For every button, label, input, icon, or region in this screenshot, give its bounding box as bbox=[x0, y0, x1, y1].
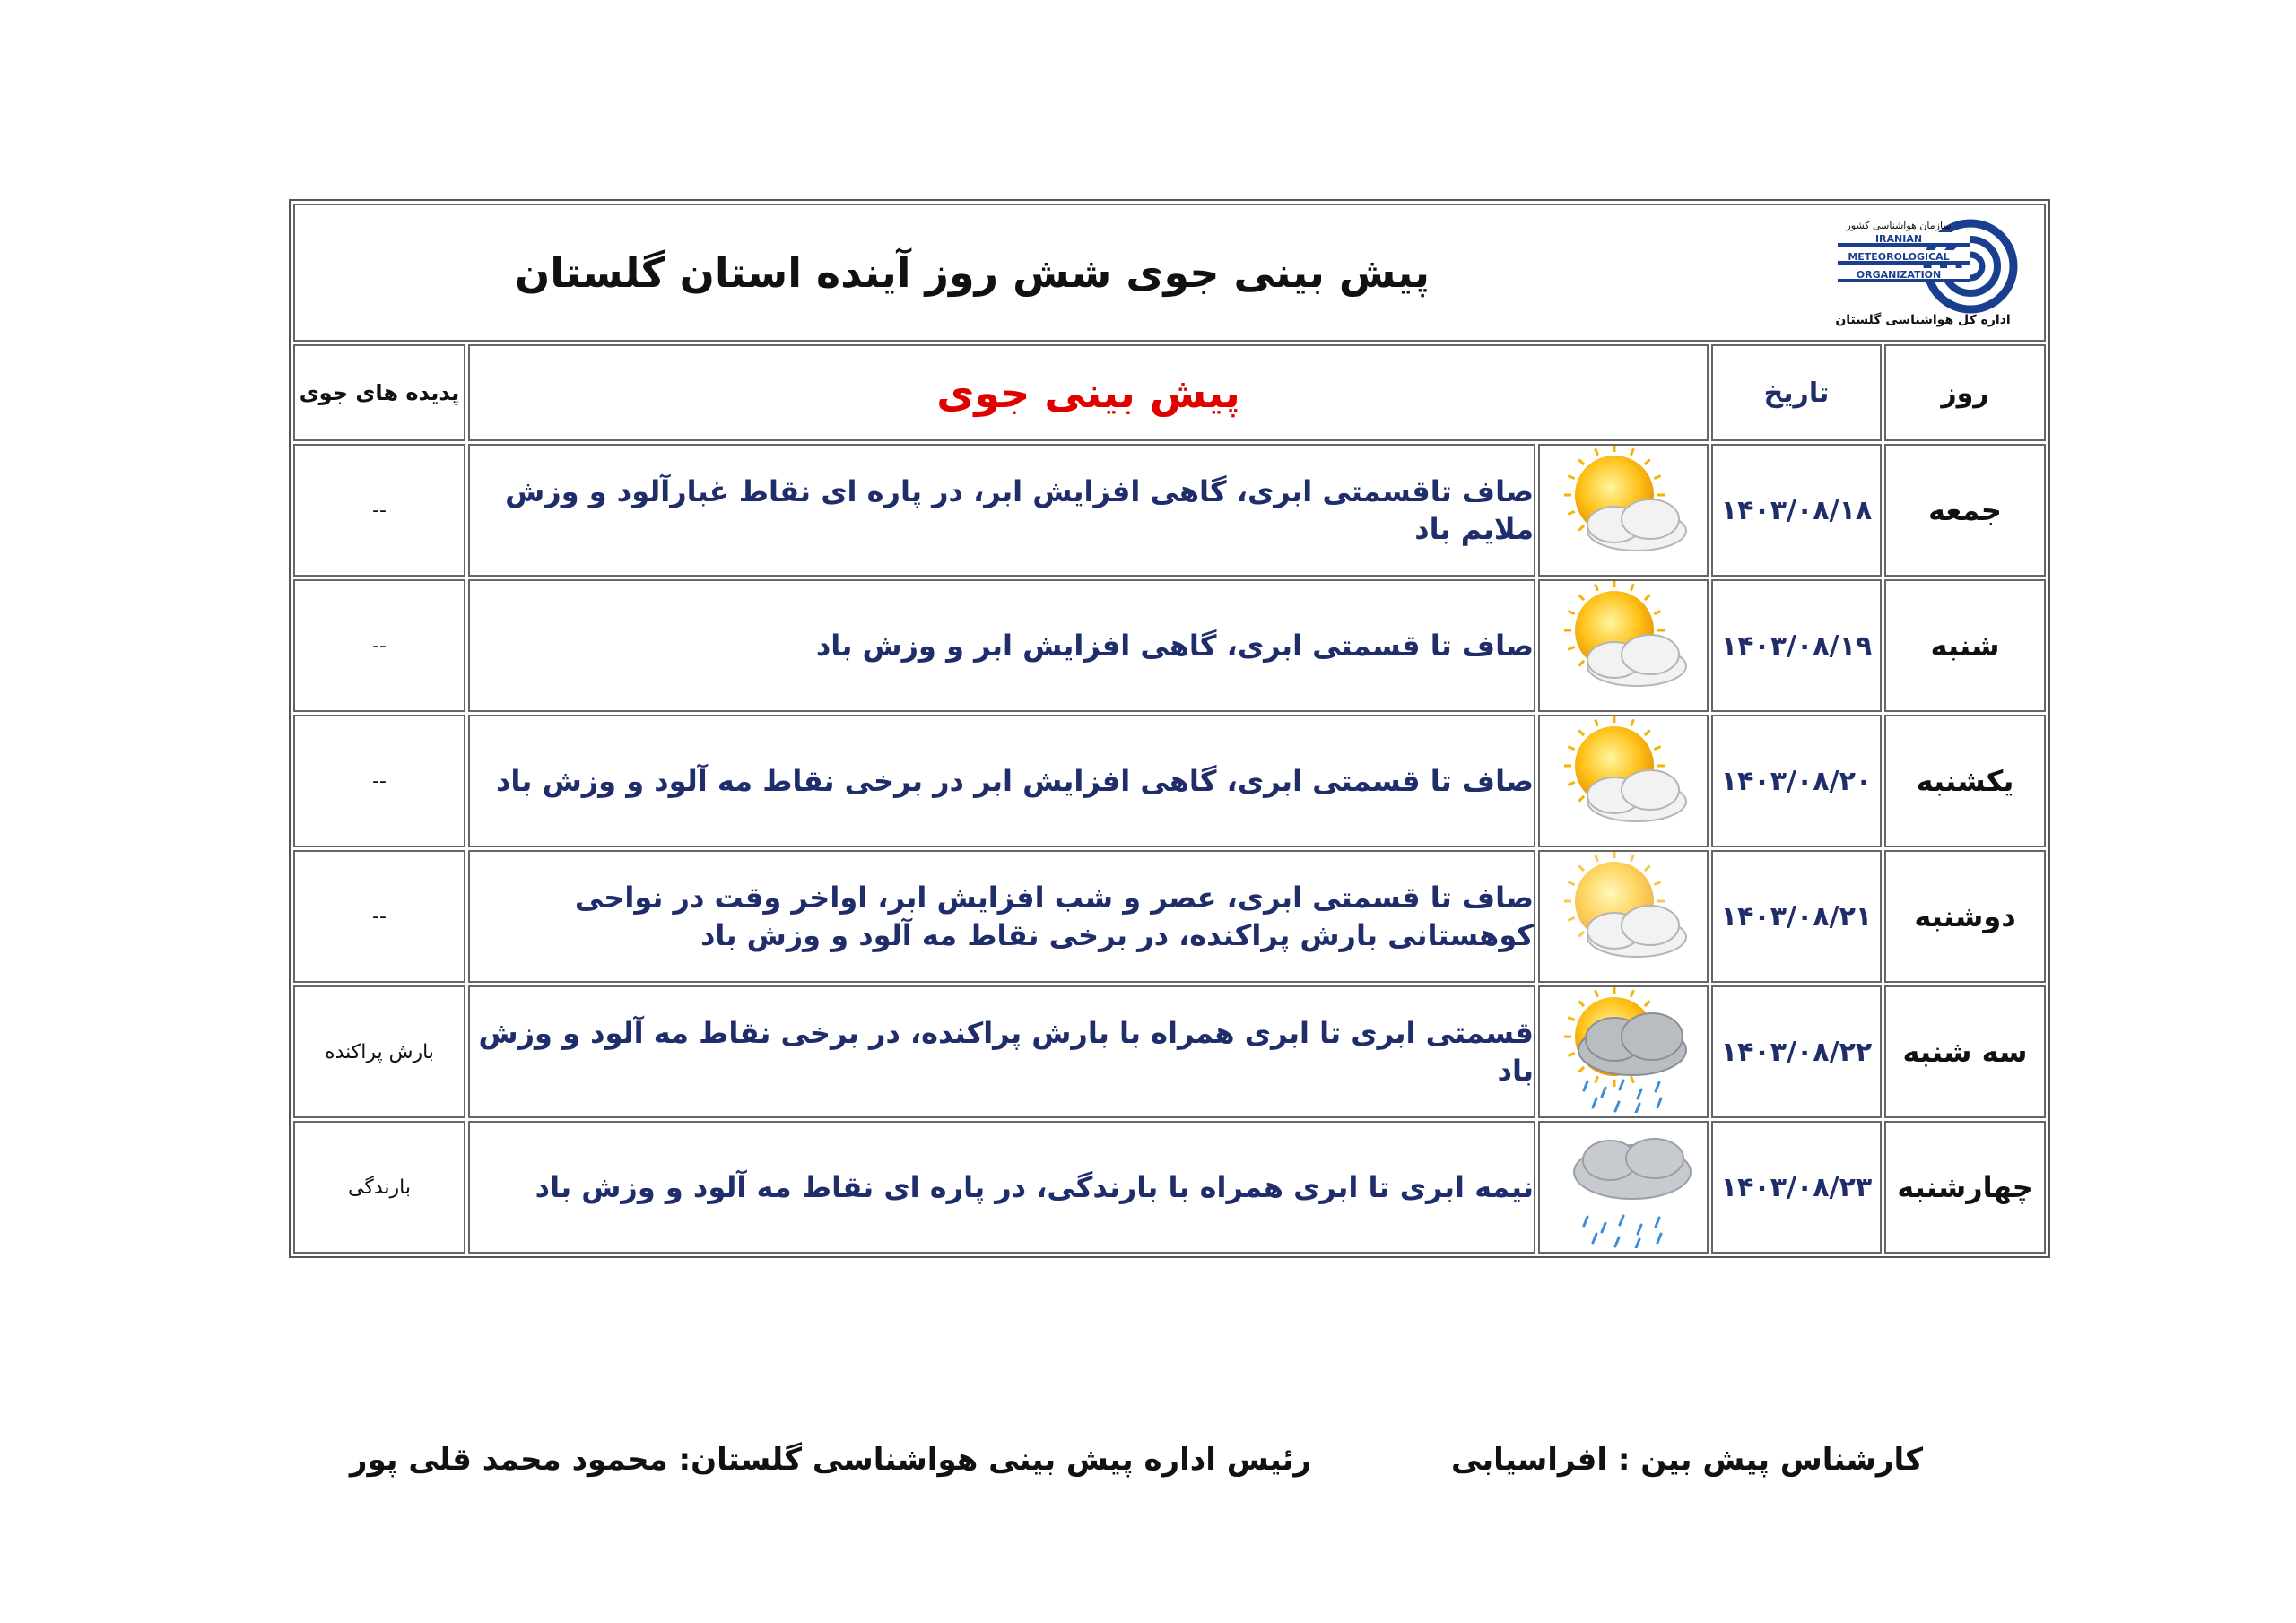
column-header-date: تاریخ bbox=[1711, 344, 1882, 441]
row-date: ۱۴۰۳/۰۸/۲۰ bbox=[1711, 715, 1882, 847]
logo-text-en2: METEOROLOGICAL bbox=[1848, 251, 1950, 263]
forecast-document bbox=[289, 199, 2047, 1478]
row-phenomena: -- bbox=[293, 850, 465, 983]
header-row bbox=[293, 204, 2046, 342]
row-phenomena: -- bbox=[293, 444, 465, 577]
row-phenomena: بارندگی bbox=[293, 1121, 465, 1254]
row-date: ۱۴۰۳/۰۸/۲۳ bbox=[1711, 1121, 1882, 1254]
column-header-day: روز bbox=[1884, 344, 2046, 441]
row-day: دوشنبه bbox=[1884, 850, 2046, 983]
row-forecast: صاف تا قسمتی ابری، عصر و شب افزایش ابر، اواخر وقت در نواحی کوهستانی بارش پراکنده، در برخی نقاط مه آلود و وزش باد bbox=[468, 850, 1535, 983]
logo-text-en1: IRANIAN bbox=[1874, 233, 1923, 245]
forecaster-credit: کارشناس پیش بین : افراسیابی bbox=[1451, 1442, 1923, 1478]
rain-cloud-icon bbox=[1538, 1121, 1709, 1254]
row-day: جمعه bbox=[1884, 444, 2046, 577]
row-date: ۱۴۰۳/۰۸/۱۹ bbox=[1711, 579, 1882, 712]
row-forecast: صاف تا قسمتی ابری، گاهی افزایش ابر در برخی نقاط مه آلود و وزش باد bbox=[468, 715, 1535, 847]
row-forecast: قسمتی ابری تا ابری همراه با بارش پراکنده، در برخی نقاط مه آلود و وزش باد bbox=[468, 985, 1535, 1118]
column-header-forecast: پیش بینی جوی bbox=[468, 344, 1709, 441]
partly-cloudy-icon bbox=[1538, 579, 1709, 712]
forecast-rows bbox=[293, 444, 2046, 1254]
mostly-cloudy-icon bbox=[1538, 850, 1709, 983]
forecast-row bbox=[293, 579, 2046, 712]
forecast-row bbox=[293, 444, 2046, 577]
row-forecast: صاف تا قسمتی ابری، گاهی افزایش ابر و وزش باد bbox=[468, 579, 1535, 712]
row-date: ۱۴۰۳/۰۸/۲۱ bbox=[1711, 850, 1882, 983]
row-phenomena: -- bbox=[293, 579, 465, 712]
row-day: چهارشنبه bbox=[1884, 1121, 2046, 1254]
forecast-row bbox=[293, 850, 2046, 983]
row-day: شنبه bbox=[1884, 579, 2046, 712]
column-header-phenomena: پدیده های جوی bbox=[293, 344, 465, 441]
partly-cloudy-icon bbox=[1538, 715, 1709, 847]
row-forecast: نیمه ابری تا ابری همراه با بارندگی، در پاره ای نقاط مه آلود و وزش باد bbox=[468, 1121, 1535, 1254]
row-day: یکشنبه bbox=[1884, 715, 2046, 847]
row-phenomena: -- bbox=[293, 715, 465, 847]
row-forecast: صاف تاقسمتی ابری، گاهی افزایش ابر، در پاره ای نقاط غبارآلود و وزش ملایم باد bbox=[468, 444, 1535, 577]
forecast-row bbox=[293, 715, 2046, 847]
column-header-row bbox=[293, 344, 2046, 441]
logo-text-en3: ORGANIZATION bbox=[1856, 269, 1942, 281]
logo-caption: اداره کل هواشناسی گلستان bbox=[1835, 313, 2011, 327]
forecast-row bbox=[293, 985, 2046, 1118]
department-head-credit: رئیس اداره پیش بینی هواشناسی گلستان: محمود محمد قلی پور bbox=[349, 1442, 1311, 1478]
forecast-table bbox=[289, 199, 2050, 1258]
row-date: ۱۴۰۳/۰۸/۱۸ bbox=[1711, 444, 1882, 577]
logo-text-top: سازمان هواشناسی کشور bbox=[1846, 220, 1952, 231]
sun-rain-icon bbox=[1538, 985, 1709, 1118]
page-title: پیش بینی جوی شش روز آینده استان گلستان bbox=[514, 248, 1431, 297]
forecast-row bbox=[293, 1121, 2046, 1254]
row-day: سه شنبه bbox=[1884, 985, 2046, 1118]
row-date: ۱۴۰۳/۰۸/۲۲ bbox=[1711, 985, 1882, 1118]
partly-cloudy-icon bbox=[1538, 444, 1709, 577]
row-phenomena: بارش پراکنده bbox=[293, 985, 465, 1118]
